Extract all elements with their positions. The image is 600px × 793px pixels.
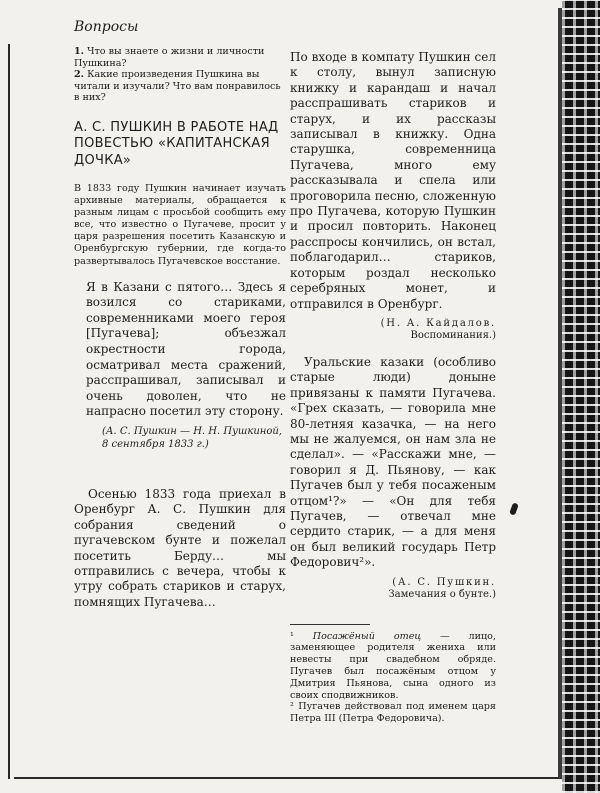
cossacks-attribution-author: (А. С. Пушкин. <box>392 576 496 588</box>
cossacks-attribution-source: Замечания о бунте.) <box>388 589 496 601</box>
left-column <box>74 18 286 610</box>
question-item <box>74 46 286 69</box>
story-attribution-source: Воспоминания.) <box>410 330 496 342</box>
footnote-text: Пугачев действовал под именем царя Петра III (Петра Федоровича). <box>290 701 496 725</box>
question-text: Какие произведения Пушкина вы читали и изучали? Что вам понравилось в них? <box>74 69 281 103</box>
section-intro: В 1833 году Пушкин начинает изучать архивные материалы, обращается к разным лицам с просьбой сообщить ему все, что известно о Пугачеве, просит у царя разрешения посетить Казанскую и Оренбургскую губернии, где когда-то развертывалось Пугачевское восстание. <box>74 183 286 267</box>
cossacks-attribution <box>290 577 496 602</box>
footnotes <box>290 631 496 725</box>
footnote-term: Посажёный отец <box>312 630 422 642</box>
letter-quote-text: Я в Казани с пятого… Здесь я возился со стариками, современниками моего героя [Пугачева]; объезжал окрестности города, осматривал места сражений, расспрашивал, записывал и очень доволен, что не напрасно посетил эту сторону. <box>86 279 286 419</box>
footnote-number: ² <box>290 701 294 713</box>
right-column <box>290 50 496 725</box>
footnote-rule <box>290 624 370 631</box>
scan-left-edge <box>8 44 10 779</box>
footnote-1 <box>290 631 496 702</box>
question-text: Что вы знаете о жизни и личности Пушкина? <box>74 46 265 69</box>
story-attribution <box>290 318 496 343</box>
story-paragraph-2: По входе в компату Пушкин сел к столу, вынул записную книжку и карандаш и начал расспрашивать стариков и старух, и их рассказы записывал в книжку. Одна старушка, современница Пугачева, много ему рассказывала и спела или проговорила песню, сложенную про Пугачева, которую Пушкин и просил повторить. Наконец расспросы кончились, он встал, поблагодарил… стариков, которым роздал несколько серебряных монет, и отправился в Оренбург. <box>290 50 496 311</box>
footnote-2 <box>290 701 496 725</box>
letter-quote-attribution: (А. С. Пушкин — Н. Н. Пушкиной, 8 сентября 1833 г.) <box>102 426 282 450</box>
footnote-number: ¹ <box>290 630 294 642</box>
story-paragraph-1: Осенью 1833 года приехал в Оренбург А. С. Пушкин для собрания сведений о пугачевском бунте и пожелал посетить Берду… мы отправились с вечера, чтобы к утру собрать стариков и старух, помнящих Пугачева… <box>74 487 286 609</box>
story-paragraph-2-start <box>290 50 496 312</box>
letter-quote <box>74 280 286 451</box>
footnote-text: — лицо, заменяющее родителя жениха или невесты при свадебном обряде. Пугачев был посажёным отцом у Дмитрия Пьянова, сына одного из своих сподвижников. <box>290 630 496 701</box>
ink-mark <box>509 502 519 515</box>
scan-noise-strip <box>562 0 600 793</box>
questions-list <box>74 46 286 104</box>
questions-title: Вопросы <box>74 19 139 35</box>
section-title: А. С. ПУШКИН В РАБОТЕ НАД ПОВЕСТЬЮ «КАПИТАНСКАЯ ДОЧКА» <box>74 119 279 168</box>
question-number: 2. <box>74 69 85 80</box>
story-attribution-author: (Н. А. Кайдалов. <box>380 317 496 329</box>
scan-bottom-edge <box>14 777 574 779</box>
cossacks-paragraph: Уральские казаки (особливо старые люди) доныне привязаны к памяти Пугачева. «Грех сказать, — говорила мне 80-летняя казачка, — на него мы не жалуемся, он нам зла не сделал». — «Расскажи мне, — говорил я Д. Пьянову, — как Пугачев был у тебя посаженым отцом¹?» — «Он для тебя Пугачев, — отвечал мне сердито старик, — а для меня он был великий государь Петр Федорович²». <box>290 354 496 570</box>
question-number: 1. <box>74 46 85 57</box>
question-item <box>74 69 286 104</box>
